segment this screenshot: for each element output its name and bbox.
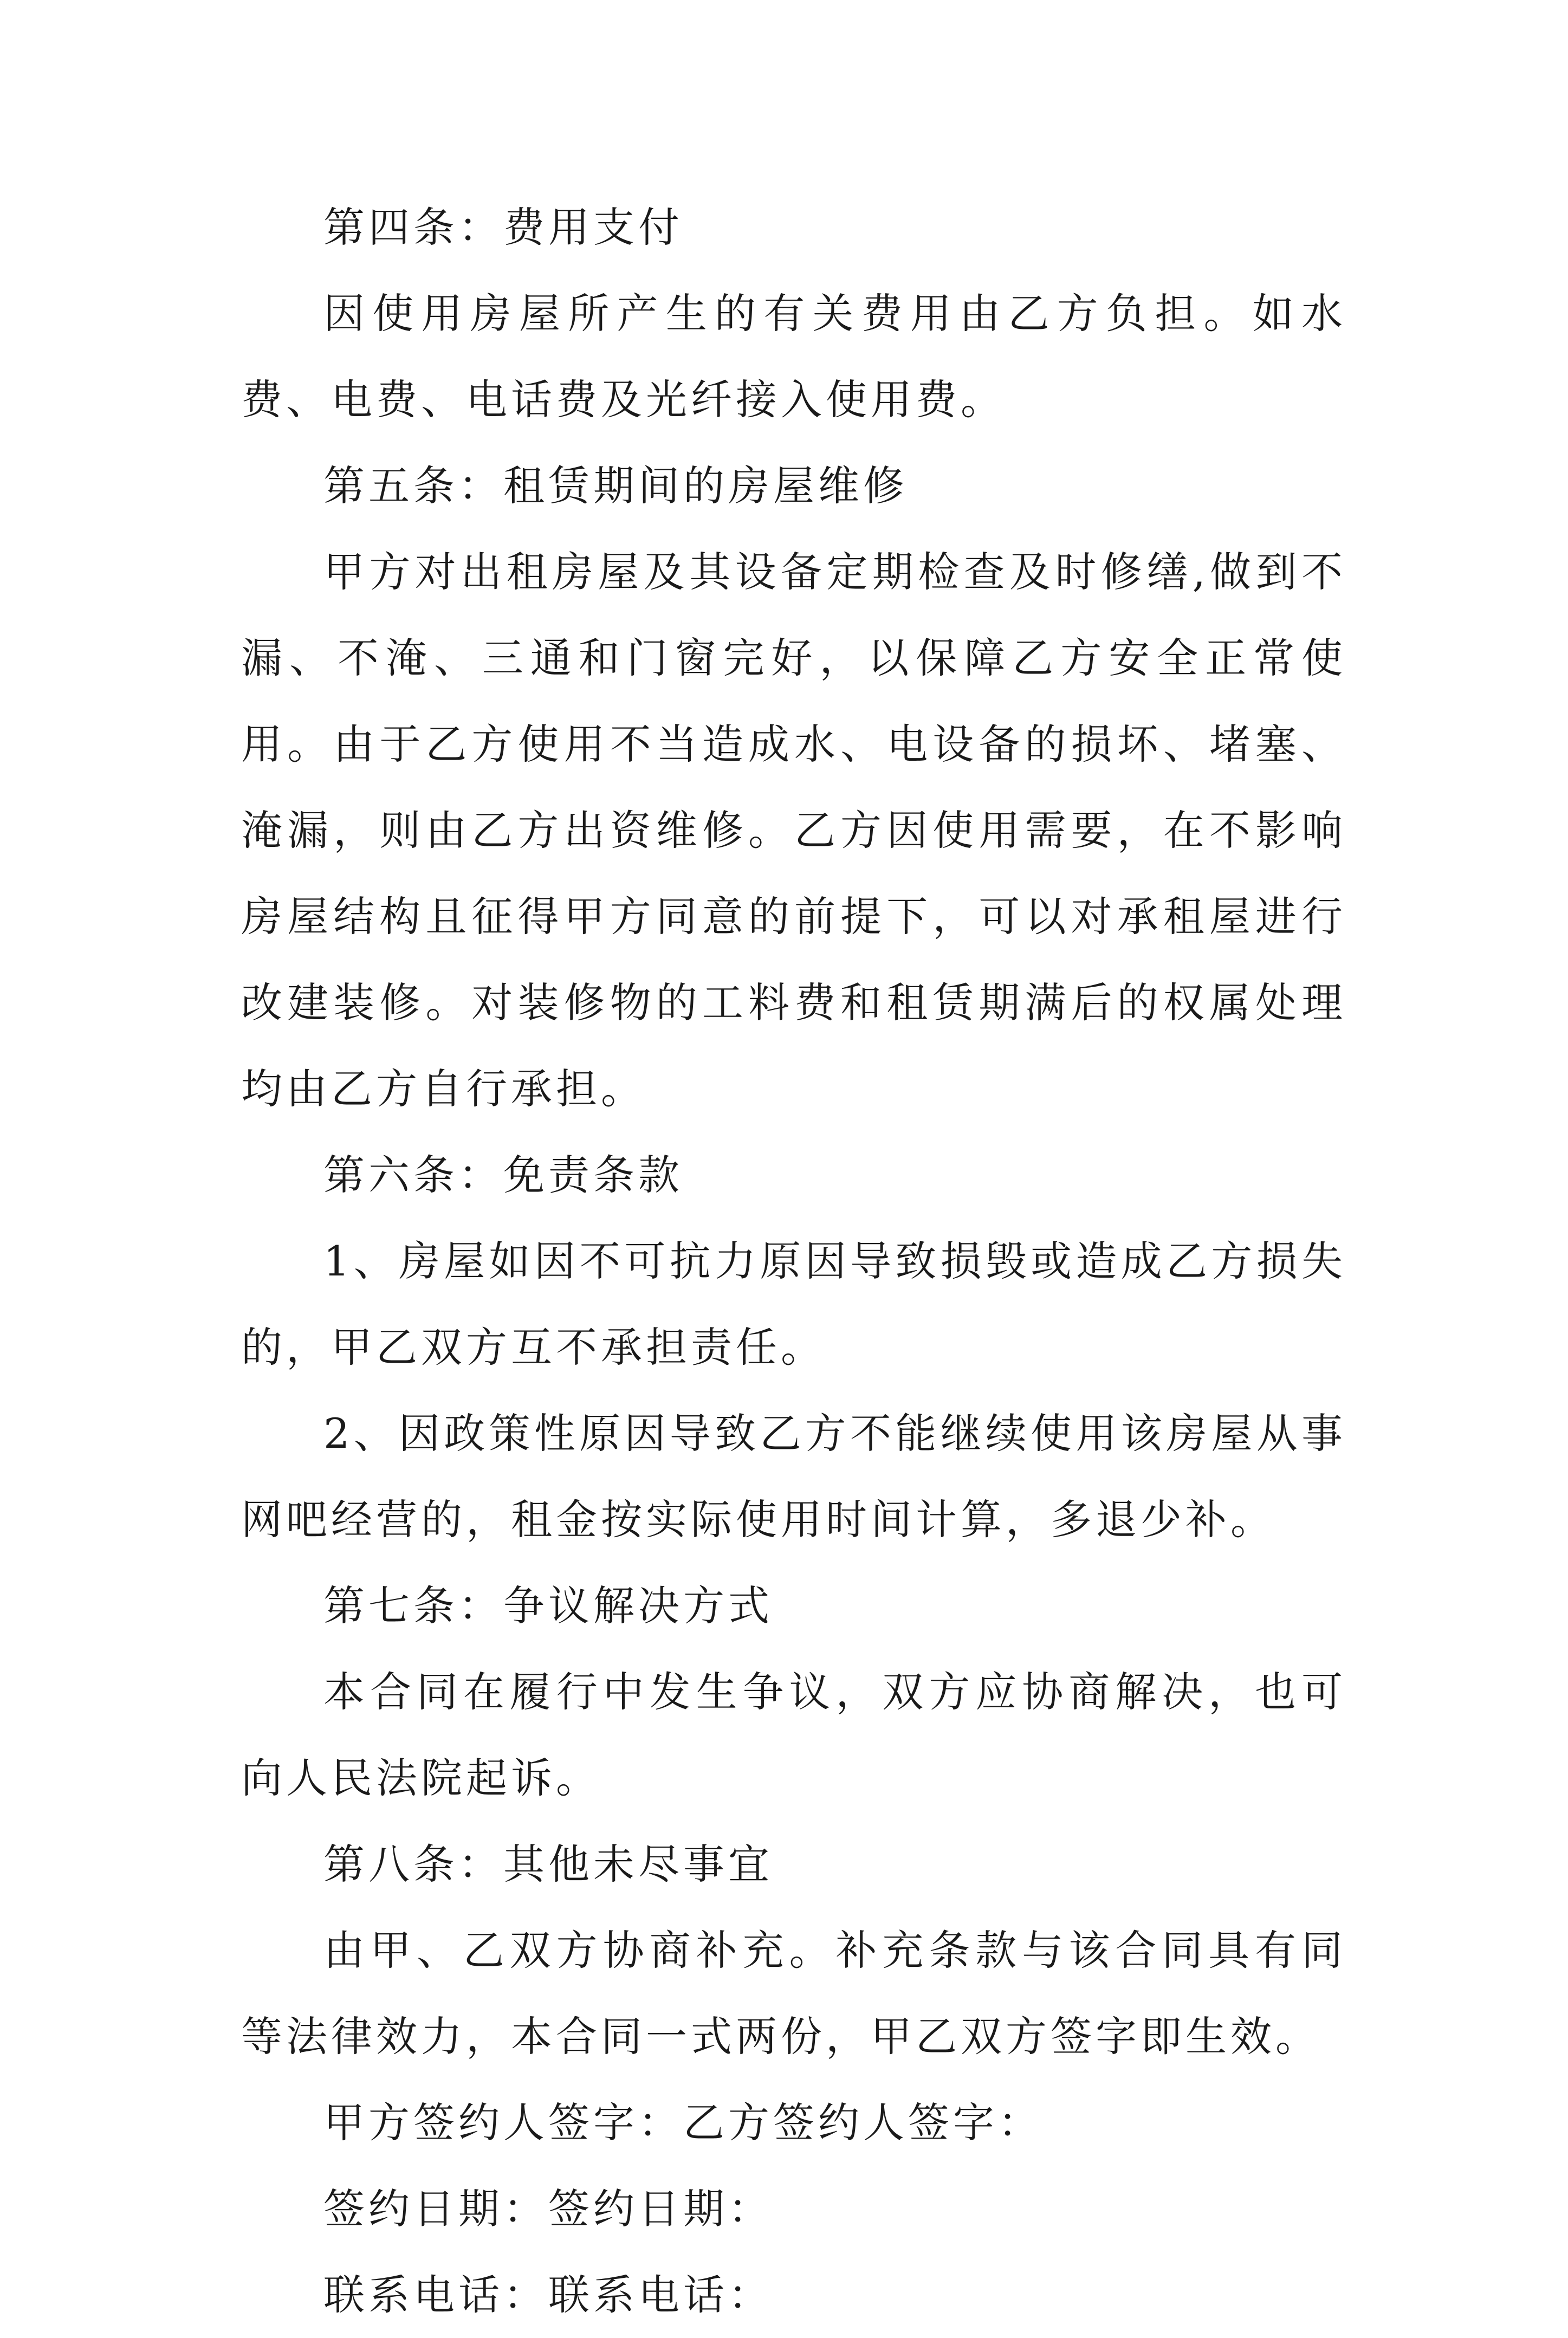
signature-line: 甲方签约人签字：乙方签约人签字： — [323, 2099, 1043, 2147]
article-5-text: 甲方对出租房屋及其设备定期检查及时修缮,做到不漏、不淹、三通和门窗完好，以保障乙方安全正常使用。由于乙方使用不当造成水、电设备的损坏、堵塞、淹漏，则由乙方出资维修。乙方因使用需要，在不影响房屋结构且征得甲方同意的前提下，可以对承租屋进行改建装修。对装修物的工料费和租赁期满后的权属处理均由乙方自行承担。 — [241, 548, 1346, 1113]
article-6-item-2: 2、因政策性原因导致乙方不能继续使用该房屋从事网吧经营的，租金按实际使用时间计算，多退少补。 — [241, 1409, 1346, 1544]
article-6-heading: 第六条：免责条款 — [323, 1151, 683, 1199]
article-7-heading: 第七条：争议解决方式 — [323, 1582, 773, 1630]
article-6-item-1: 1、房屋如因不可抗力原因导致损毁或造成乙方损失的，甲乙双方互不承担责任。 — [241, 1237, 1346, 1371]
date-line: 签约日期：签约日期： — [323, 2185, 773, 2233]
phone-line: 联系电话：联系电话： — [323, 2271, 773, 2319]
article-4-heading: 第四条：费用支付 — [323, 203, 683, 251]
article-4-text: 因使用房屋所产生的有关费用由乙方负担。如水费、电费、电话费及光纤接入使用费。 — [241, 289, 1346, 424]
article-7-text: 本合同在履行中发生争议，双方应协商解决，也可向人民法院起诉。 — [241, 1668, 1346, 1802]
article-8-text: 由甲、乙双方协商补充。补充条款与该合同具有同等法律效力，本合同一式两份，甲乙双方签字即生效。 — [241, 1926, 1346, 2061]
document-body — [241, 184, 1346, 2338]
article-8-heading: 第八条：其他未尽事宜 — [323, 1840, 773, 1888]
article-5-heading: 第五条：租赁期间的房屋维修 — [323, 462, 908, 510]
